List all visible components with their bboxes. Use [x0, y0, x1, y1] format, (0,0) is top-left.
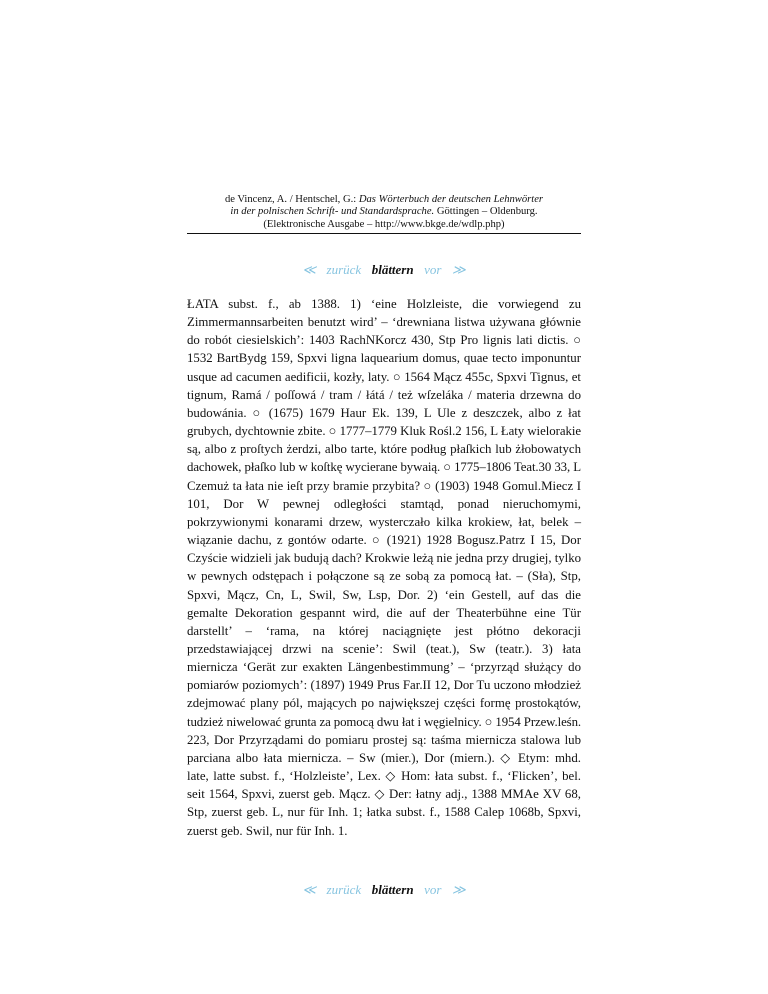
entry-line: są, albo z proſtych żerdzi, albo tarte, które podług płaſkich lub żłobowatych — [187, 442, 581, 457]
entry-line: grubych, dychtownie zbite. ○ 1777–1779 Kluk Rośl.2 156, L Łaty wielorakie — [187, 424, 581, 439]
entry-line: tudzież niwelować grunta za pomocą dwu łat i węgielnicy. ○ 1954 Przew.leśn. — [187, 714, 581, 729]
entry-line: wiązanie dachu, z gontów odarte. ○ (1921) 1928 Bogusz.Patrz I 15, Dor — [187, 533, 581, 548]
back-link[interactable]: zurück — [326, 262, 362, 277]
entry-line: darstellt’ – ‘rama, na której naciągnięte jest płótno dekoracji — [187, 623, 581, 638]
citation-title-cont: in der polnischen Schrift- und Standardsprache. — [230, 206, 435, 218]
entry-line: dachowek, płaſko lub w koſtkę wycierane bywaią. ○ 1775–1806 Teat.30 33, L — [187, 460, 581, 475]
dictionary-entry — [187, 295, 581, 840]
entry-line: Czyście widzieli jak budują dach? Krokwie leżą nie jedna przy drugiej, tylko — [187, 551, 581, 566]
entry-line: 1532 BartBydg 159, Spxvi ligna laquearium domus, quae tecto imponuntur — [187, 351, 581, 366]
citation-header — [187, 194, 581, 231]
entry-line: miernicza ‘Gerät zur exakten Längenbestimmung’ – ‘przyrząd służący do — [187, 660, 581, 675]
nav-bar-top — [187, 262, 581, 278]
back-link[interactable]: zurück — [326, 882, 362, 897]
entry-line: budowánia. ○ (1675) 1679 Haur Ek. 139, L Ule z deszczek, albo z łat — [187, 405, 581, 420]
entry-line: Zimmermannsarbeiten benutzt wird’ – ‘drewniana listwa używana głównie — [187, 315, 581, 330]
entry-line: Stp, zuerst geb. L, nur für Inh. 1; łatka subst. f., 1588 Calep 1068b, Spxvi, — [187, 805, 581, 820]
entry-line: Czemuż ta łata nie ieſt przy bramie przybita? ○ (1903) 1948 Gomul.Miecz I — [187, 478, 581, 493]
prev-arrow-link[interactable]: ≪ — [302, 882, 317, 897]
citation-authors: de Vincenz, A. / Hentschel, G.: — [224, 194, 359, 205]
citation-edition: (Elektronische Ausgabe – http://www.bkge.de/wdlp.php) — [263, 218, 505, 230]
citation-line-1 — [187, 194, 581, 206]
entry-line: late, latte subst. f., ‘Holzleiste’, Lex. ◇ Hom: łata subst. f., ‘Flicken’, bel. — [187, 769, 581, 784]
citation-place: Göttingen – Oldenburg. — [434, 206, 538, 218]
prev-arrow-link[interactable]: ≪ — [302, 262, 317, 277]
browse-label: blättern — [371, 262, 414, 277]
entry-line: tignum, Ramá / poſſowá / tram / łátá / też wſzeláka / materia drzewna do — [187, 387, 581, 402]
entry-line: do robót ciesielskich’: 1403 RachNKorcz 430, Stp Pro lignis lati dictis. ○ — [187, 333, 581, 348]
entry-line: usque ad cacumen aedificii, kozły, laty. ○ 1564 Mącz 455c, Spxvi Tignus, et — [187, 369, 581, 384]
citation-line-2 — [187, 206, 581, 218]
entry-line: seit 1564, Spxvi, zuerst geb. Mącz. ◇ Der: łatny adj., 1388 MMAe XV 68, — [187, 787, 581, 802]
entry-line: pokrzywionymi konarami drzew, wysterczało kilka krokiew, łat, belek – — [187, 514, 581, 529]
entry-line: przedstawiającej drzwi na scenie’: Swil (teat.), Sw (teatr.). 3) łata — [187, 641, 581, 656]
entry-line: zdejmować plany pól, mających po największej części formę prostokątów, — [187, 696, 581, 711]
entry-line: zuerst geb. Swil, nur für Inh. 1. — [187, 823, 348, 838]
forward-link[interactable]: vor — [424, 882, 442, 897]
entry-line: ŁATA subst. f., ab 1388. 1) ‘eine Holzleiste, die vorwiegend zu — [187, 297, 581, 311]
entry-line: pomiarów poziomych’: (1897) 1949 Prus Far.II 12, Dor Tu uczono młodzież — [187, 678, 581, 693]
entry-line: 101, Dor W pewnej odległości stamtąd, ponad nieruchomymi, — [187, 496, 581, 511]
entry-line: gemalte Dekoration gespannt wird, die auf der Theaterbühne eine Tür — [187, 605, 581, 620]
entry-line: w pewnych odstępach i połączone są ze sobą za pomocą łat. – (Sła), Stp, — [187, 569, 581, 584]
browse-label: blättern — [371, 882, 414, 897]
entry-line: 223, Dor Przyrządami do pomiaru prostej są: taśma miernicza stalowa lub — [187, 732, 581, 747]
entry-line: parciana albo łata miernicza. – Sw (mier.), Dor (miern.). ◇ Etym: mhd. — [187, 750, 581, 765]
citation-title: Das Wörterbuch der deutschen Lehnwörter — [358, 194, 544, 205]
next-arrow-link[interactable]: ≫ — [451, 262, 466, 277]
next-arrow-link[interactable]: ≫ — [451, 882, 466, 897]
forward-link[interactable]: vor — [424, 262, 442, 277]
nav-bar-bottom — [187, 882, 581, 898]
header-rule — [187, 233, 581, 234]
entry-line: Spxvi, Mącz, Cn, L, Swil, Sw, Lsp, Dor. 2) ‘ein Gestell, auf das die — [187, 587, 581, 602]
